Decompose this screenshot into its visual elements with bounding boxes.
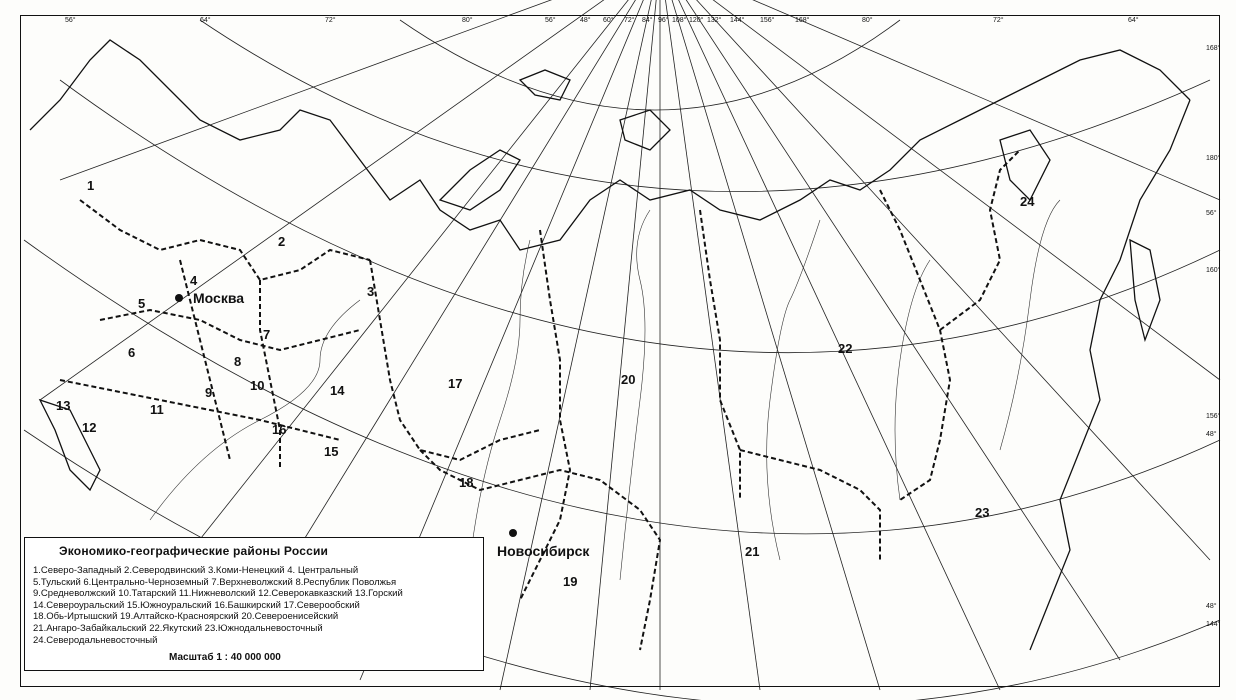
lon-label: 168° (795, 17, 810, 24)
rivers (150, 200, 1060, 580)
region-number: 12 (82, 420, 97, 435)
lon-label: 144° (730, 17, 745, 24)
region-number: 9 (205, 385, 213, 400)
edge-label: 168° (1206, 45, 1221, 52)
lon-label: 108° (672, 17, 687, 24)
legend-line: 1.Северо-Западный 2.Северодвинский 3.Коми-Ненецкий 4. Центральный (33, 565, 359, 576)
lon-label: 156° (760, 17, 775, 24)
region-number: 8 (234, 354, 242, 369)
legend-line: 14.Североуральский 15.Южноуральский 16.Башкирский 17.Северообский (33, 599, 360, 611)
edge-label: 48° (1206, 603, 1217, 610)
region-number: 4 (190, 273, 198, 288)
region-number: 16 (272, 422, 287, 437)
region-number: 2 (278, 234, 286, 249)
edge-label: 144° (1206, 621, 1221, 628)
region-number: 7 (263, 327, 271, 342)
city-label-novosibirsk: Новосибирск (497, 543, 590, 559)
lon-label: 56° (65, 17, 76, 24)
lon-label: 56° (545, 17, 556, 24)
region-number: 1 (87, 178, 95, 193)
legend-box (24, 537, 484, 671)
lon-label: 72° (993, 17, 1004, 24)
lon-label: 132° (707, 17, 722, 24)
city-dot (175, 294, 183, 302)
region-number: 20 (621, 372, 636, 387)
lon-label: 120° (689, 17, 704, 24)
region-number: 10 (250, 378, 265, 393)
region-number: 5 (138, 296, 146, 311)
edge-label: 48° (1206, 431, 1217, 438)
edge-label: 56° (1206, 210, 1217, 217)
region-number: 19 (563, 574, 578, 589)
region-number: 17 (448, 376, 463, 391)
legend-line: 18.Обь-Иртышский 19.Алтайско-Красноярский 20.Североенисейский (33, 611, 339, 623)
region-number: 14 (330, 383, 345, 398)
top-longitude-labels (65, 16, 1139, 24)
city-label-moscow: Москва (193, 290, 245, 306)
region-number: 21 (745, 544, 760, 559)
right-edge-labels (1206, 44, 1221, 628)
region-number: 6 (128, 345, 136, 360)
lon-label: 64° (200, 17, 211, 24)
region-number: 22 (838, 341, 853, 356)
lon-label: 64° (1128, 17, 1139, 24)
lon-label: 48° (580, 17, 591, 24)
lon-label: 72° (325, 17, 336, 24)
legend-line: 9.Средневолжский 10.Татарский 11.Нижневолский 12.Северокавказский 13.Горский (33, 588, 403, 600)
legend-scale: Масштаб 1 : 40 000 000 (169, 652, 281, 664)
region-number: 3 (367, 284, 375, 299)
region-number: 23 (975, 505, 990, 520)
region-number: 13 (56, 398, 71, 413)
edge-label: 160° (1206, 267, 1221, 274)
edge-label: 156° (1206, 413, 1221, 420)
legend-line: 24.Северодальневосточный (33, 634, 158, 646)
lon-label: 96° (658, 17, 669, 24)
city-novosibirsk (497, 529, 590, 559)
region-number: 15 (324, 444, 339, 459)
city-moscow (175, 290, 244, 306)
region-number: 11 (150, 402, 164, 417)
region-number: 18 (459, 475, 474, 490)
legend-line: 21.Ангаро-Забайкальский 22.Якутский 23.Южнодальневосточный (33, 622, 323, 634)
lon-label: 72° (624, 17, 635, 24)
region-number: 24 (1020, 194, 1035, 209)
lon-label: 80° (462, 17, 473, 24)
legend-line: 5.Тульский 6.Центрально-Черноземный 7.Верхневолжский 8.Республик Поволжья (33, 576, 397, 588)
lon-label: 80° (862, 17, 873, 24)
legend-title: Экономико-географические районы России (59, 544, 329, 558)
edge-label: 180° (1206, 155, 1221, 162)
city-dot (509, 529, 517, 537)
lon-label: 60° (603, 17, 614, 24)
lon-label: 84° (642, 17, 653, 24)
region-numbers (56, 178, 1035, 589)
